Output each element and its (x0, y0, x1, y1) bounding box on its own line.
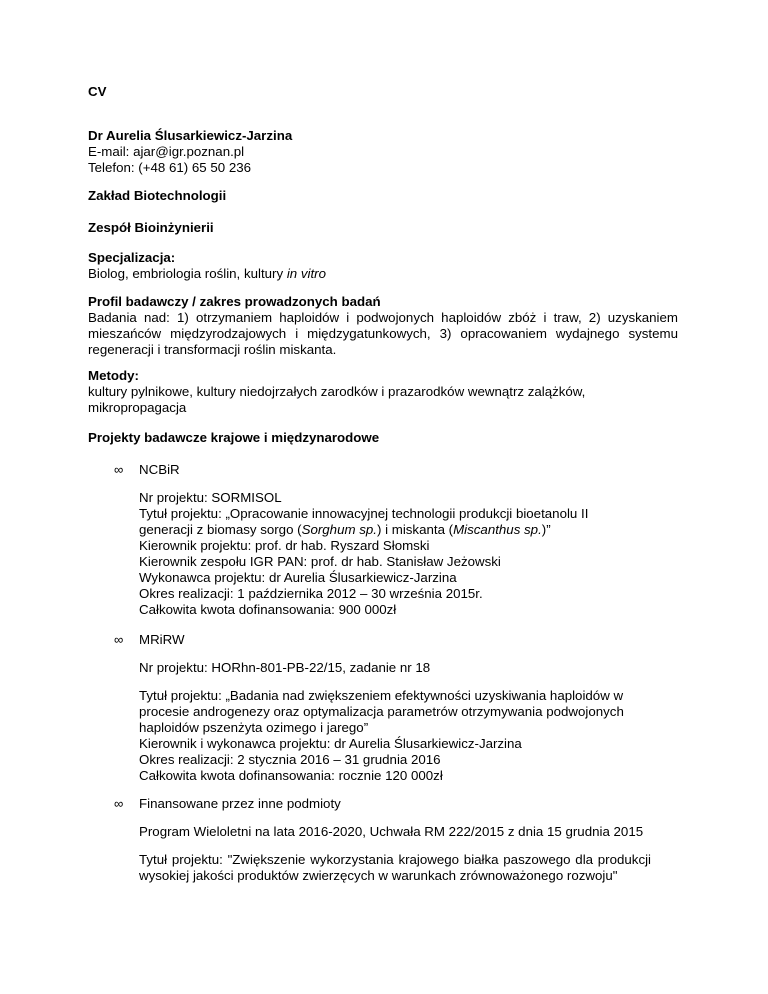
project-1-funder: NCBiR (139, 462, 180, 477)
project-2-funder: MRiRW (139, 632, 185, 647)
specialization-text-main: Biolog, embriologia roślin, kultury (88, 266, 287, 281)
project-1-title-part: ) i miskanta ( (376, 522, 454, 537)
specialization-label: Specjalizacja: (88, 250, 176, 265)
research-text: Badania nad: 1) otrzymaniem haploidów i podwojonych haploidów zbóż i traw, 2) uzyskaniem mieszańców międzyrodzajowych i międzygatunkowych, 3) opracowaniem wydajnego systemu regeneracji i transformacji roślin miskanta. (88, 310, 678, 357)
project-2-number: Nr projektu: HORhn-801-PB-22/15, zadanie nr 18 (139, 660, 431, 675)
bullet-icon: ∞ (114, 796, 124, 811)
methods-line-1: kultury pylnikowe, kultury niedojrzałych zarodków i prazarodków wewnątrz zalążków, (88, 384, 586, 399)
project-1-title-part: )” (541, 522, 551, 537)
person-name: Dr Aurelia Ślusarkiewicz-Jarzina (88, 128, 293, 143)
project-2-title-line-3: haploidów pszenżyta ozimego i jarego” (139, 720, 369, 735)
project-2-title-line-1: Tytuł projektu: „Badania nad zwiększeniem efektywności uzyskiwania haploidów w (139, 688, 624, 703)
project-1-manager: Kierownik projektu: prof. dr hab. Ryszard Słomski (139, 538, 430, 553)
research-label: Profil badawczy / zakres prowadzonych badań (88, 294, 381, 309)
person-phone: Telefon: (+48 61) 65 50 236 (88, 160, 252, 175)
project-1-title-species-2: Miscanthus sp. (453, 522, 542, 537)
project-1-title-line-1: Tytuł projektu: „Opracowanie innowacyjnej technologii produkcji bioetanolu II (139, 506, 589, 521)
project-2-title-line-2: procesie androgenezy oraz optymalizacja parametrów otrzymywania podwojonych (139, 704, 624, 719)
project-1-contractor: Wykonawca projektu: dr Aurelia Ślusarkiewicz-Jarzina (139, 570, 457, 585)
methods-label: Metody: (88, 368, 139, 383)
project-2-amount: Całkowita kwota dofinansowania: rocznie 120 000zł (139, 768, 443, 783)
project-3-program: Program Wieloletni na lata 2016-2020, Uchwała RM 222/2015 z dnia 15 grudnia 2015 (139, 824, 644, 839)
projects-heading: Projekty badawcze krajowe i międzynarodowe (88, 430, 380, 445)
department: Zakład Biotechnologii (88, 188, 227, 203)
specialization-text-italic: in vitro (286, 266, 326, 281)
person-email: E-mail: ajar@igr.poznan.pl (88, 144, 245, 159)
document-heading: CV (88, 84, 107, 99)
project-1-title-species-1: Sorghum sp. (301, 522, 377, 537)
bullet-icon: ∞ (114, 632, 124, 647)
project-1-title-part: generacji z biomasy sorgo ( (139, 522, 302, 537)
project-1-period: Okres realizacji: 1 października 2012 – 30 września 2015r. (139, 586, 483, 601)
bullet-icon: ∞ (114, 462, 124, 477)
team: Zespół Bioinżynierii (88, 220, 214, 235)
methods-line-2: mikropropagacja (88, 400, 187, 415)
project-1-team-lead: Kierownik zespołu IGR PAN: prof. dr hab. Stanisław Jeżowski (139, 554, 501, 569)
project-2-period: Okres realizacji: 2 stycznia 2016 – 31 grudnia 2016 (139, 752, 441, 767)
project-1-number: Nr projektu: SORMISOL (139, 490, 282, 505)
project-1-title-line-2 (139, 522, 551, 538)
project-3-title: Tytuł projektu: "Zwiększenie wykorzystania krajowego białka paszowego dla produkcji wysokiej jakości produktów zwierzęcych w warunkach zrównoważonego rozwoju" (139, 852, 651, 883)
project-3-funder: Finansowane przez inne podmioty (139, 796, 341, 811)
project-1-amount: Całkowita kwota dofinansowania: 900 000zł (139, 602, 397, 617)
project-2-manager: Kierownik i wykonawca projektu: dr Aurelia Ślusarkiewicz-Jarzina (139, 736, 522, 751)
specialization-text (88, 266, 326, 282)
